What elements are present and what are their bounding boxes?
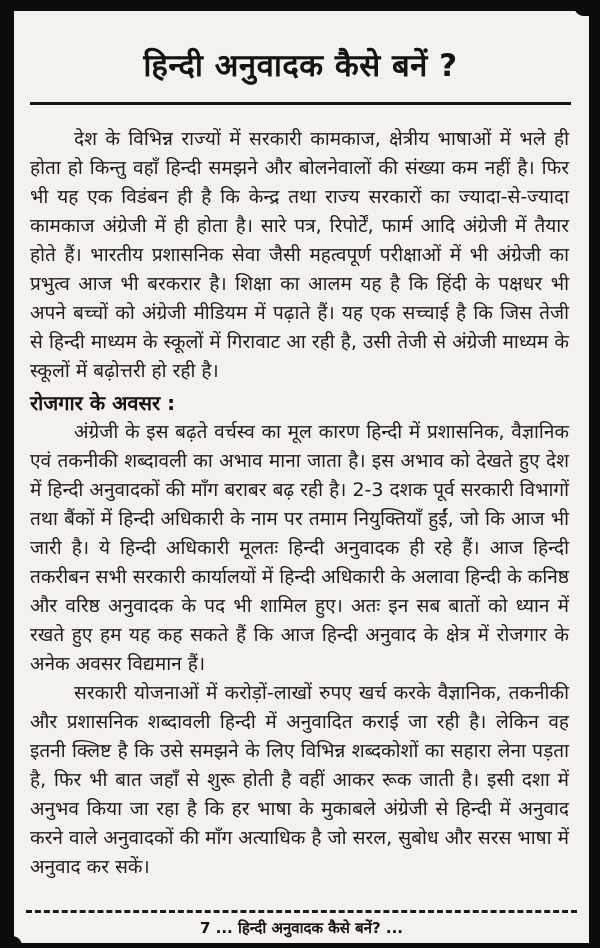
footer-dashed-rule xyxy=(26,910,578,913)
scan-edge-artifact xyxy=(0,936,22,948)
scan-edge-artifact xyxy=(574,0,600,16)
paragraph-2: अंग्रेजी के इस बढ़ते वर्चस्व का मूल कारण हिन्दी में प्रशासनिक, वैज्ञानिक एवं तकनीकी शब्दावली का अभाव माना जाता है। इस अभाव को देखते हुए देश में हिन्दी अनुवादकों की माँग बराबर बढ़ रही है। 2-3 दशक पूर्व सरकारी विभागों तथा बैंकों में हिन्दी अधिकारी के नाम पर तमाम नियुक्तियाँ हुईं, जो कि आज भी जारी है। ये हिन्दी अधिकारी मूलतः हिन्दी अनुवादक ही रहे हैं। आज हिन्दी तकरीबन सभी सरकारी कार्यालयों में हिन्दी अधिकारी के अलावा हिन्दी के कनिष्ठ और वरिष्ठ अनुवादक के पद भी शामिल हुए। अतः इन सब बातों को ध्यान में रखते हुए हम यह कह सकते हैं कि आज हिन्दी अनुवाद के क्षेत्र में रोजगार के अनेक अवसर विद्यमान हैं। xyxy=(30,420,569,675)
page xyxy=(14,11,589,943)
section-heading: रोजगार के अवसर : xyxy=(30,390,176,415)
paragraph-3: सरकारी योजनाओं में करोड़ों-लाखों रुपए खर्च करके वैज्ञानिक, तकनीकी और प्रशासनिक शब्दावली हिन्दी में अनुवादित कराई जा रही है। लेकिन वह इतनी क्लिष्ट है कि उसे समझने के लिए विभिन्न शब्दकोशों का सहारा लेना पड़ता है, फिर भी बात जहाँ से शुरू होती है वहीं आकर रूक जाती है। इसी दशा में अनुभव किया जा रहा है कि हर भाषा के मुकाबले अंग्रेजी से हिन्दी में अनुवाद करने वाले अनुवादकों की माँग अत्याधिक है जो सरल, सुबोध और सरस भाषा में अनुवाद कर सकें। xyxy=(30,681,569,878)
body-text xyxy=(28,125,573,882)
title-rule xyxy=(30,102,571,105)
page-footer xyxy=(14,910,589,941)
footer-text: 7 ... हिन्दी अनुवादक कैसे बनें? ... xyxy=(199,919,404,937)
page-title: हिन्दी अनुवादक कैसे बनें ? xyxy=(143,48,458,84)
paragraph-1: देश के विभिन्न राज्यों में सरकारी कामकाज, क्षेत्रीय भाषाओं में भले ही होता हो किन्तु वहाँ हिन्दी समझने और बोलनेवालों की संख्या कम नहीं है। फिर भी यह एक विडंबन ही है कि केन्द्र तथा राज्य सरकारों का ज्यादा-से-ज्यादा कामकाज अंग्रेजी में ही होता है। सारे पत्र, रिपोर्टें, फार्म आदि अंग्रेजी में तैयार होते हैं। भारतीय प्रशासनिक सेवा जैसी महत्वपूर्ण परीक्षाओं में भी अंग्रेजी का प्रभुत्व आज भी बरकरार है। शिक्षा का आलम यह है कि हिंदी के पक्षधर भी अपने बच्चों को अंग्रेजी मीडियम में पढ़ाते हैं। यह एक सच्चाई है कि जिस तेजी से हिन्दी माध्यम के स्कूलों में गिरावाट आ रही है, उसी तेजी से अंग्रेजी माध्यम के स्कूलों में बढ़ोत्तरी हो रही है। xyxy=(30,127,569,382)
